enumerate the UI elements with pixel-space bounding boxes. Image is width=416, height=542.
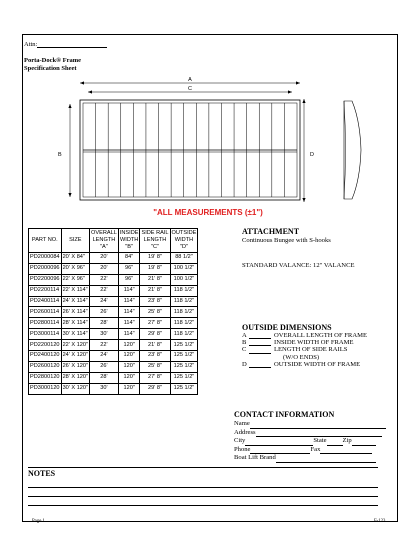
form-code: F-123 [374,519,386,524]
zip-label: Zip [342,437,352,444]
cell-inside-width: 120" [118,361,140,372]
cell-outside-width: 118 1/2" [170,307,198,318]
cell-size: 20' X 84" [61,253,89,264]
cell-side-rail-length: 21' 8" [140,285,170,296]
dimension-fill-line[interactable] [249,348,271,354]
dimension-text: INSIDE WIDTH OF FRAME [274,339,354,347]
cell-inside-width: 114" [118,318,140,329]
cell-part-no: PD2200096 [29,274,62,285]
cell-part-no: PD2400114 [29,296,62,307]
label-b: B [58,152,62,158]
cell-side-rail-length: 19' 8" [140,263,170,274]
dimension-text: (W/O ENDS) [283,353,320,361]
cell-outside-width: 118 1/2" [170,285,198,296]
table-row [29,361,198,372]
fax-label: Fax [310,445,321,453]
table-row [29,318,198,329]
city-input[interactable] [245,439,313,446]
dimension-letter: C [242,346,247,354]
cell-size: 20' X 96" [61,263,89,274]
cell-side-rail-length: 25' 8" [140,307,170,318]
cell-part-no: PD2600114 [29,307,62,318]
cell-outside-width: 125 1/2" [170,361,198,372]
header-part-no [29,229,62,253]
header-overall-length [90,229,119,253]
cell-inside-width: 114" [118,296,140,307]
header-line: "C" [151,244,160,250]
header-line: INSIDE [119,230,139,236]
cell-overall-length: 22' [90,340,119,351]
cell-overall-length: 24' [90,296,119,307]
dimension-item [242,354,367,361]
cell-part-no: PD2000096 [29,263,62,274]
table-row [29,351,198,362]
cell-size: 24' X 114" [61,296,89,307]
dimension-text: LENGTH OF SIDE RAILS [274,346,348,354]
cell-size: 26' X 120" [61,361,89,372]
header-line: WIDTH [174,237,194,243]
cell-side-rail-length: 23' 8" [140,351,170,362]
cell-outside-width: 118 1/2" [170,318,198,329]
address-label: Address [234,428,256,436]
cell-inside-width: 120" [118,340,140,351]
attachment-title: ATTACHMENT [242,227,300,236]
measurements-note: "ALL MEASUREMENTS (±1") [153,208,263,217]
frame-diagram [0,0,416,210]
cell-overall-length: 22' [90,285,119,296]
zip-input[interactable] [352,439,376,446]
dimension-item [242,332,367,339]
cell-outside-width: 88 1/2" [170,253,198,264]
header-line: "D" [179,244,188,250]
dimension-item [242,346,367,353]
attn-label: Attn: [24,41,38,48]
dimension-item [242,339,367,346]
cell-size: 22' X 120" [61,340,89,351]
cell-overall-length: 24' [90,351,119,362]
cell-outside-width: 118 1/2" [170,296,198,307]
cell-overall-length: 30' [90,383,119,394]
spec-table [28,228,198,395]
table-header-row [29,229,198,253]
cell-part-no: PD2200120 [29,340,62,351]
cell-size: 30' X 114" [61,329,89,340]
phone-input[interactable] [250,447,310,454]
header-line: "A" [100,244,108,250]
city-label: City [234,437,246,444]
header-line: WIDTH [119,237,139,243]
title-line2: Specification Sheet [24,65,77,72]
contact-form [234,420,386,463]
cell-side-rail-length: 19' 8" [140,253,170,264]
cell-side-rail-length: 29' 8" [140,329,170,340]
cell-overall-length: 30' [90,329,119,340]
notes-line[interactable] [28,505,378,506]
contact-title: CONTACT INFORMATION [234,410,335,419]
cell-part-no: PD2400120 [29,351,62,362]
state-label: State [313,437,327,444]
cell-outside-width: 100 1/2" [170,263,198,274]
cell-inside-width: 96" [118,263,140,274]
cell-overall-length: 28' [90,372,119,383]
table-row [29,372,198,383]
table-row [29,263,198,274]
cell-size: 22' X 114" [61,285,89,296]
cell-side-rail-length: 25' 8" [140,361,170,372]
cell-outside-width: 125 1/2" [170,351,198,362]
notes-line[interactable] [28,496,378,497]
cell-overall-length: 28' [90,318,119,329]
header-line: PART NO. [31,237,58,243]
address-input[interactable] [256,430,382,437]
cell-side-rail-length: 27' 8" [140,372,170,383]
dimension-fill-line[interactable] [249,362,271,368]
header-line: SIDE RAIL [141,230,169,236]
cell-part-no: PD2800114 [29,318,62,329]
header-line: OVERALL [91,230,117,236]
cell-part-no: PD2200114 [29,285,62,296]
outside-dimensions-list [242,332,367,368]
cell-size: 28' X 114" [61,318,89,329]
table-row [29,383,198,394]
table-row [29,274,198,285]
boat-lift-brand-input[interactable] [276,456,376,463]
name-label: Name [234,420,250,427]
header-line: LENGTH [143,237,167,243]
header-side-rail-length [140,229,170,253]
cell-side-rail-length: 27' 8" [140,318,170,329]
notes-title: NOTES [28,469,56,478]
notes-top-rule [28,467,378,468]
cell-inside-width: 120" [118,372,140,383]
cell-part-no: PD3000114 [29,329,62,340]
cell-inside-width: 84" [118,253,140,264]
cell-side-rail-length: 29' 8" [140,383,170,394]
cell-inside-width: 114" [118,307,140,318]
dimension-letter: D [242,360,247,368]
dimension-text: OUTSIDE WIDTH OF FRAME [274,360,361,368]
dimension-item [242,361,367,368]
cell-overall-length: 20' [90,263,119,274]
cell-inside-width: 96" [118,274,140,285]
cell-inside-width: 114" [118,329,140,340]
cell-outside-width: 125 1/2" [170,340,198,351]
cell-part-no: PD2000084 [29,253,62,264]
table-row [29,253,198,264]
page-number: Page 1 [32,519,45,524]
outside-dimensions-title: OUTSIDE DIMENSIONS [242,323,332,332]
table-row [29,296,198,307]
name-input[interactable] [250,422,386,429]
cell-side-rail-length: 21' 8" [140,340,170,351]
cell-size: 22' X 96" [61,274,89,285]
cell-part-no: PD2600120 [29,361,62,372]
cell-size: 24' X 120" [61,351,89,362]
notes-line[interactable] [28,487,378,488]
fax-input[interactable] [320,447,372,454]
frame-side-profile [344,101,361,199]
cell-overall-length: 20' [90,253,119,264]
header-inside-width [118,229,140,253]
header-outside-width [170,229,198,253]
cell-overall-length: 26' [90,361,119,372]
cell-inside-width: 114" [118,285,140,296]
dimension-letter: B [242,339,247,347]
cell-size: 30' X 120" [61,383,89,394]
cell-part-no: PD3000120 [29,383,62,394]
cell-part-no: PD2800120 [29,372,62,383]
state-input[interactable] [327,439,343,446]
boat-lift-brand-label: Boat Lift Brand [234,454,276,461]
cell-outside-width: 100 1/2" [170,274,198,285]
cell-overall-length: 26' [90,307,119,318]
cell-side-rail-length: 23' 8" [140,296,170,307]
dimension-letter: A [242,332,247,339]
table-row [29,340,198,351]
cell-side-rail-length: 21' 8" [140,274,170,285]
table-row [29,329,198,340]
cell-outside-width: 125 1/2" [170,383,198,394]
valance-text: STANDARD VALANCE: 12" VALANCE [242,262,355,269]
label-c: C [188,86,192,92]
cell-outside-width: 118 1/2" [170,329,198,340]
header-line: SIZE [69,237,82,243]
title-line1: Porta-Dock® Frame [24,57,82,64]
cell-inside-width: 120" [118,351,140,362]
attachment-text: Continuous Bungee with S-hooks [242,237,331,244]
cell-size: 26' X 114" [61,307,89,318]
label-d: D [310,152,314,158]
cell-size: 28' X 120" [61,372,89,383]
phone-label: Phone [234,445,251,453]
cell-overall-length: 22' [90,274,119,285]
header-line: "B" [125,244,133,250]
label-a: A [188,77,192,83]
cell-outside-width: 125 1/2" [170,372,198,383]
table-row [29,307,198,318]
cell-inside-width: 120" [118,383,140,394]
header-size [61,229,89,253]
dimension-text: OVERALL LENGTH OF FRAME [274,332,367,339]
header-line: OUTSIDE [171,230,197,236]
table-row [29,285,198,296]
header-line: LENGTH [92,237,116,243]
